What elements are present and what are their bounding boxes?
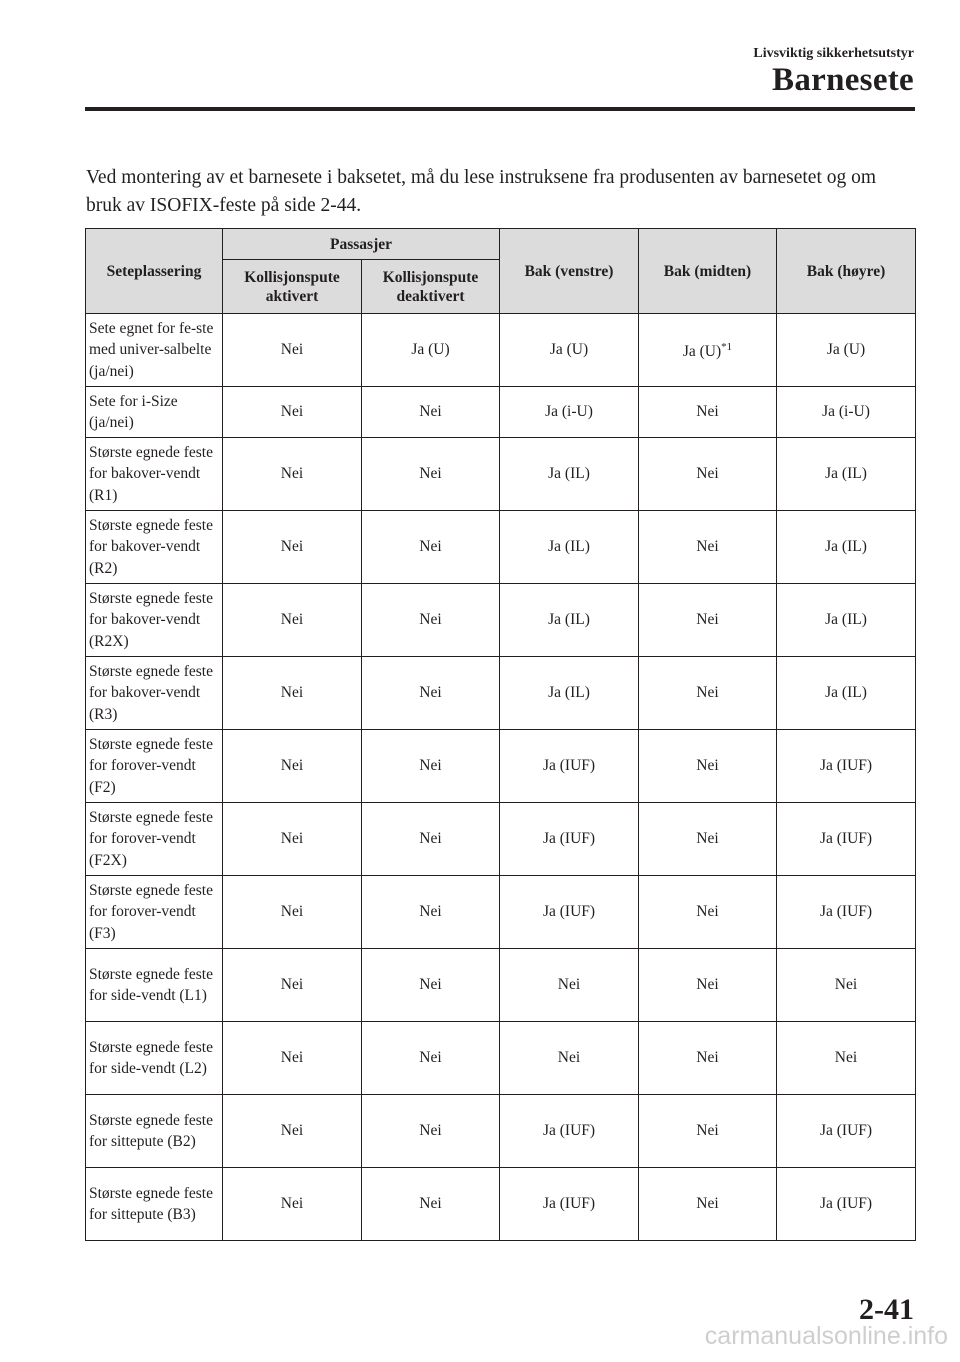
header-airbag-on: Kollisjonspute aktivert bbox=[223, 260, 362, 314]
table-cell bbox=[777, 657, 916, 730]
header-seat-position: Seteplassering bbox=[86, 229, 223, 314]
row-label: Største egnede feste for sittepute (B2) bbox=[86, 1095, 223, 1168]
cell-value: Nei bbox=[696, 538, 719, 556]
cell-value: Nei bbox=[280, 611, 304, 629]
cell-value: Ja (IL) bbox=[548, 465, 590, 483]
table-cell bbox=[223, 314, 362, 387]
cell-value: Nei bbox=[696, 611, 719, 629]
page-title: Barnesete bbox=[772, 62, 914, 98]
cell-value: Nei bbox=[280, 976, 304, 994]
table-row bbox=[86, 1095, 916, 1168]
cell-value: Nei bbox=[419, 1195, 442, 1213]
table-cell bbox=[500, 657, 639, 730]
table-cell bbox=[639, 511, 777, 584]
table-cell bbox=[223, 657, 362, 730]
cell-value: Ja (i-U) bbox=[545, 403, 593, 421]
cell-value: Ja (IUF) bbox=[819, 757, 873, 775]
table-cell bbox=[639, 657, 777, 730]
table-cell bbox=[500, 438, 639, 511]
header-rear-middle: Bak (midten) bbox=[639, 229, 777, 314]
table-cell bbox=[362, 876, 500, 949]
table-cell bbox=[362, 387, 500, 438]
table-cell bbox=[223, 1168, 362, 1241]
cell-value: Nei bbox=[696, 976, 719, 994]
table-cell bbox=[777, 387, 916, 438]
table-cell bbox=[500, 730, 639, 803]
table-cell bbox=[777, 511, 916, 584]
cell-value: Nei bbox=[696, 465, 719, 483]
cell-value: Ja (IL) bbox=[548, 538, 590, 556]
table-cell bbox=[777, 438, 916, 511]
table-cell bbox=[500, 876, 639, 949]
row-label: Største egnede feste for bakover-vendt (R3) bbox=[86, 657, 223, 730]
table-cell bbox=[362, 949, 500, 1022]
cell-value: Ja (IL) bbox=[548, 684, 590, 702]
table-cell bbox=[500, 1168, 639, 1241]
table-cell bbox=[362, 511, 500, 584]
table-row bbox=[86, 657, 916, 730]
cell-value: Ja (IL) bbox=[825, 611, 867, 629]
table-cell bbox=[362, 314, 500, 387]
table-cell bbox=[777, 730, 916, 803]
footnote-marker: *1 bbox=[721, 341, 733, 354]
table-cell bbox=[223, 876, 362, 949]
cell-value: Nei bbox=[419, 903, 442, 921]
table-cell bbox=[639, 1022, 777, 1095]
cell-value: Nei bbox=[419, 976, 442, 994]
table-cell bbox=[500, 803, 639, 876]
cell-value: Nei bbox=[696, 757, 719, 775]
table-cell bbox=[639, 314, 777, 387]
table-cell bbox=[639, 1168, 777, 1241]
cell-value: Nei bbox=[419, 465, 442, 483]
table-row bbox=[86, 438, 916, 511]
cell-value: Ja (IUF) bbox=[542, 1122, 596, 1140]
cell-value: Nei bbox=[280, 830, 304, 848]
table-cell bbox=[639, 730, 777, 803]
table-cell bbox=[362, 1095, 500, 1168]
table-cell bbox=[500, 387, 639, 438]
header-airbag-off: Kollisjonspute deaktivert bbox=[362, 260, 500, 314]
intro-paragraph: Ved montering av et barnesete i baksetet, må du lese instruksene fra produsenten av barnesetet og om bruk av ISOFIX-feste på side 2-44. bbox=[86, 167, 877, 216]
cell-value: Nei bbox=[696, 1195, 719, 1213]
cell-value: Nei bbox=[557, 1049, 581, 1067]
cell-value: Ja (U) bbox=[549, 341, 589, 359]
cell-value: Nei bbox=[696, 903, 719, 921]
cell-value: Nei bbox=[280, 538, 304, 556]
cell-value: Ja (IUF) bbox=[542, 830, 596, 848]
table-cell bbox=[777, 949, 916, 1022]
cell-value: Ja (U) bbox=[826, 341, 866, 359]
table-cell bbox=[362, 803, 500, 876]
table-cell bbox=[362, 438, 500, 511]
table-cell bbox=[362, 730, 500, 803]
table-cell bbox=[500, 1022, 639, 1095]
row-label: Største egnede feste for bakover-vendt (R2) bbox=[86, 511, 223, 584]
table-cell bbox=[639, 949, 777, 1022]
cell-value: Nei bbox=[834, 1049, 858, 1067]
row-label: Største egnede feste for forover-vendt (F2X) bbox=[86, 803, 223, 876]
cell-value: Nei bbox=[696, 684, 719, 702]
cell-value: Ja (IL) bbox=[825, 684, 867, 702]
table-cell bbox=[639, 1095, 777, 1168]
cell-value: Nei bbox=[419, 1049, 442, 1067]
table-cell bbox=[223, 1022, 362, 1095]
table-cell bbox=[362, 1168, 500, 1241]
cell-value: Ja (IL) bbox=[825, 465, 867, 483]
cell-value: Ja (IUF) bbox=[819, 903, 873, 921]
cell-value: Nei bbox=[419, 1122, 442, 1140]
cell-value: Nei bbox=[280, 341, 304, 359]
cell-value: Ja (i-U) bbox=[822, 403, 870, 421]
table-cell bbox=[223, 438, 362, 511]
table-row bbox=[86, 1022, 916, 1095]
row-label: Største egnede feste for forover-vendt (F3) bbox=[86, 876, 223, 949]
row-label: Største egnede feste for bakover-vendt (R1) bbox=[86, 438, 223, 511]
cell-value: Ja (IUF) bbox=[819, 1122, 873, 1140]
table-cell bbox=[362, 657, 500, 730]
cell-value: Nei bbox=[419, 684, 442, 702]
cell-value: Nei bbox=[280, 903, 304, 921]
cell-value: Nei bbox=[280, 1122, 304, 1140]
row-label: Sete for i-Size (ja/nei) bbox=[86, 387, 223, 438]
table-cell bbox=[777, 1095, 916, 1168]
header-passenger: Passasjer bbox=[223, 229, 500, 260]
table-cell bbox=[777, 803, 916, 876]
cell-value: Nei bbox=[419, 830, 442, 848]
row-label: Største egnede feste for sittepute (B3) bbox=[86, 1168, 223, 1241]
cell-value: Ja (IUF) bbox=[542, 903, 596, 921]
header-rear-left: Bak (venstre) bbox=[500, 229, 639, 314]
cell-value: Ja (IUF) bbox=[542, 757, 596, 775]
cell-value: Nei bbox=[280, 757, 304, 775]
row-label: Største egnede feste for forover-vendt (F2) bbox=[86, 730, 223, 803]
table-cell bbox=[223, 387, 362, 438]
table-row bbox=[86, 511, 916, 584]
child-seat-table bbox=[85, 228, 916, 1241]
table-row bbox=[86, 949, 916, 1022]
cell-value: Ja (IL) bbox=[548, 611, 590, 629]
table-cell bbox=[639, 387, 777, 438]
table-body bbox=[86, 314, 916, 1241]
cell-value: Nei bbox=[696, 403, 719, 421]
header-divider bbox=[85, 107, 915, 111]
table-cell bbox=[223, 584, 362, 657]
row-label: Største egnede feste for side-vendt (L2) bbox=[86, 1022, 223, 1095]
table-cell bbox=[777, 1168, 916, 1241]
page-number: 2-41 bbox=[859, 1293, 914, 1326]
cell-value: Nei bbox=[280, 684, 304, 702]
table-row bbox=[86, 1168, 916, 1241]
table-cell bbox=[500, 584, 639, 657]
cell-value: Nei bbox=[557, 976, 581, 994]
table-cell bbox=[639, 438, 777, 511]
table-cell bbox=[639, 876, 777, 949]
table-cell bbox=[362, 1022, 500, 1095]
cell-value: Nei bbox=[280, 1195, 304, 1213]
cell-value: Ja (IL) bbox=[825, 538, 867, 556]
cell-value: Ja (IUF) bbox=[819, 1195, 873, 1213]
cell-value: Nei bbox=[419, 611, 442, 629]
cell-value: Nei bbox=[280, 403, 304, 421]
table-cell bbox=[500, 949, 639, 1022]
table-row bbox=[86, 584, 916, 657]
cell-value: Nei bbox=[419, 757, 442, 775]
row-label: Største egnede feste for side-vendt (L1) bbox=[86, 949, 223, 1022]
table-cell bbox=[223, 949, 362, 1022]
table-row bbox=[86, 730, 916, 803]
row-label: Største egnede feste for bakover-vendt (R2X) bbox=[86, 584, 223, 657]
table-row bbox=[86, 803, 916, 876]
table-cell bbox=[223, 511, 362, 584]
cell-value: Ja (U) bbox=[411, 341, 450, 359]
table-cell bbox=[223, 1095, 362, 1168]
cell-value: Nei bbox=[834, 976, 858, 994]
table-cell bbox=[500, 511, 639, 584]
watermark: carmanualsonline.info bbox=[704, 1322, 948, 1350]
header-rear-right: Bak (høyre) bbox=[777, 229, 916, 314]
table-cell bbox=[500, 1095, 639, 1168]
cell-value: Ja (U) bbox=[682, 343, 722, 361]
cell-value: Nei bbox=[696, 1049, 719, 1067]
table-cell bbox=[223, 730, 362, 803]
table-cell bbox=[362, 584, 500, 657]
cell-value: Ja (IUF) bbox=[819, 830, 873, 848]
cell-value: Nei bbox=[419, 538, 442, 556]
table-cell bbox=[639, 803, 777, 876]
table-row bbox=[86, 876, 916, 949]
section-title: Livsviktig sikkerhetsutstyr bbox=[753, 46, 914, 61]
table-row bbox=[86, 314, 916, 387]
row-label: Sete egnet for fe-ste med univer-salbelte (ja/nei) bbox=[86, 314, 223, 387]
cell-value: Nei bbox=[419, 403, 442, 421]
cell-value: Nei bbox=[280, 465, 304, 483]
cell-value: Nei bbox=[696, 830, 719, 848]
table-cell bbox=[223, 803, 362, 876]
table-cell bbox=[777, 876, 916, 949]
table-row bbox=[86, 387, 916, 438]
table-cell bbox=[639, 584, 777, 657]
table-cell bbox=[500, 314, 639, 387]
table-cell bbox=[777, 314, 916, 387]
cell-value: Nei bbox=[280, 1049, 304, 1067]
table-cell bbox=[777, 584, 916, 657]
table-cell bbox=[777, 1022, 916, 1095]
cell-value: Ja (IUF) bbox=[542, 1195, 596, 1213]
cell-value: Nei bbox=[696, 1122, 719, 1140]
